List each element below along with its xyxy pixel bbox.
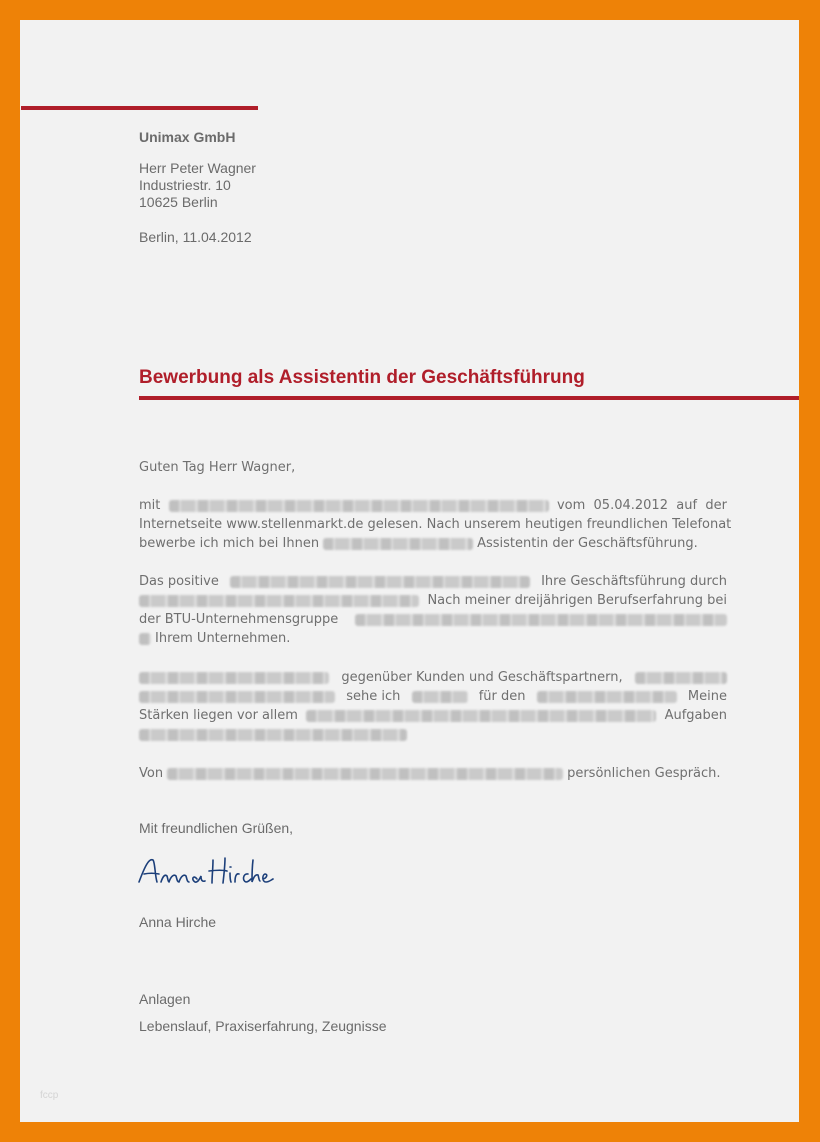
watermark: fccp (40, 1090, 59, 1101)
text-fragment: Aufgaben (664, 708, 727, 723)
signer-name: Anna Hirche (139, 914, 217, 930)
redacted-text (537, 691, 677, 703)
letter-subject: Bewerbung als Assistentin der Geschäftsführung (139, 367, 585, 388)
text-fragment: auf (676, 498, 698, 513)
header-accent-rule (21, 106, 258, 110)
text-fragment: der (705, 498, 727, 513)
paragraph-4 (139, 764, 727, 783)
redacted-text (306, 710, 656, 722)
paragraph-1-line-1 (139, 496, 727, 515)
text-fragment: Ihrem Unternehmen. (155, 631, 291, 646)
redacted-text (230, 576, 530, 588)
redacted-text (167, 768, 563, 780)
text-fragment: der BTU-Unternehmensgruppe (139, 612, 339, 627)
text-fragment: Stärken liegen vor allem (139, 708, 298, 723)
redacted-text (139, 633, 151, 645)
redacted-text (139, 691, 335, 703)
paragraph-3 (139, 668, 727, 744)
paragraph-2 (139, 572, 727, 648)
text-fragment: 05.04.2012 (593, 498, 668, 513)
text-fragment: Von (139, 766, 164, 781)
subject-underline (139, 396, 799, 400)
text-fragment: Das positive (139, 574, 219, 589)
paragraph-1-line-3 (139, 534, 727, 553)
company-name: Unimax GmbH (139, 129, 236, 145)
text-fragment: Assistentin der Geschäftsführung. (477, 536, 698, 551)
redacted-text (355, 614, 727, 626)
letter-date: Berlin, 11.04.2012 (139, 229, 252, 245)
text-fragment: Meine (687, 689, 727, 704)
text-fragment: gegenüber Kunden und Geschäftspartnern, (341, 670, 623, 685)
paragraph-3-line-1 (139, 668, 727, 687)
text-fragment: sehe ich (346, 689, 401, 704)
text-fragment: für den (478, 689, 526, 704)
text-fragment: Nach meiner dreijährigen Berufserfahrung bei (427, 593, 727, 608)
paragraph-2-line-4 (139, 629, 727, 648)
paragraph-2-line-2 (139, 591, 727, 610)
recipient-address (139, 160, 256, 211)
letter-page (20, 20, 799, 1122)
redacted-text (323, 538, 473, 550)
redacted-text (169, 500, 549, 512)
handwritten-signature (135, 852, 275, 892)
text-fragment: Ihre Geschäftsführung durch (541, 574, 727, 589)
recipient-street: Industriestr. 10 (139, 177, 231, 193)
text-fragment: bewerbe ich mich bei Ihnen (139, 536, 320, 551)
text-fragment: persönlichen Gespräch. (567, 766, 721, 781)
text-fragment: mit (139, 498, 161, 513)
redacted-text (412, 691, 468, 703)
paragraph-2-line-3 (139, 610, 727, 629)
recipient-name: Herr Peter Wagner (139, 160, 256, 176)
closing-phrase: Mit freundlichen Grüßen, (139, 820, 294, 836)
redacted-text (139, 729, 407, 741)
paragraph-3-line-2 (139, 687, 727, 706)
paragraph-1 (139, 496, 732, 553)
paragraph-3-line-3 (139, 706, 727, 725)
redacted-text (635, 672, 727, 684)
salutation: Guten Tag Herr Wagner, (139, 460, 296, 475)
redacted-text (139, 672, 329, 684)
paragraph-1-line-2 (139, 515, 732, 534)
text-fragment: Internetseite www.stellenmarkt.de gelesen. Nach unserem heutigen freundlichen Telefonat (139, 517, 732, 532)
recipient-city: 10625 Berlin (139, 194, 218, 210)
enclosures-list: Lebenslauf, Praxiserfahrung, Zeugnisse (139, 1018, 387, 1034)
paragraph-4-line-1 (139, 764, 727, 783)
paragraph-2-line-1 (139, 572, 727, 591)
redacted-text (139, 595, 419, 607)
text-fragment: vom (556, 498, 586, 513)
paragraph-3-line-4 (139, 725, 727, 744)
enclosures-heading: Anlagen (139, 991, 191, 1007)
